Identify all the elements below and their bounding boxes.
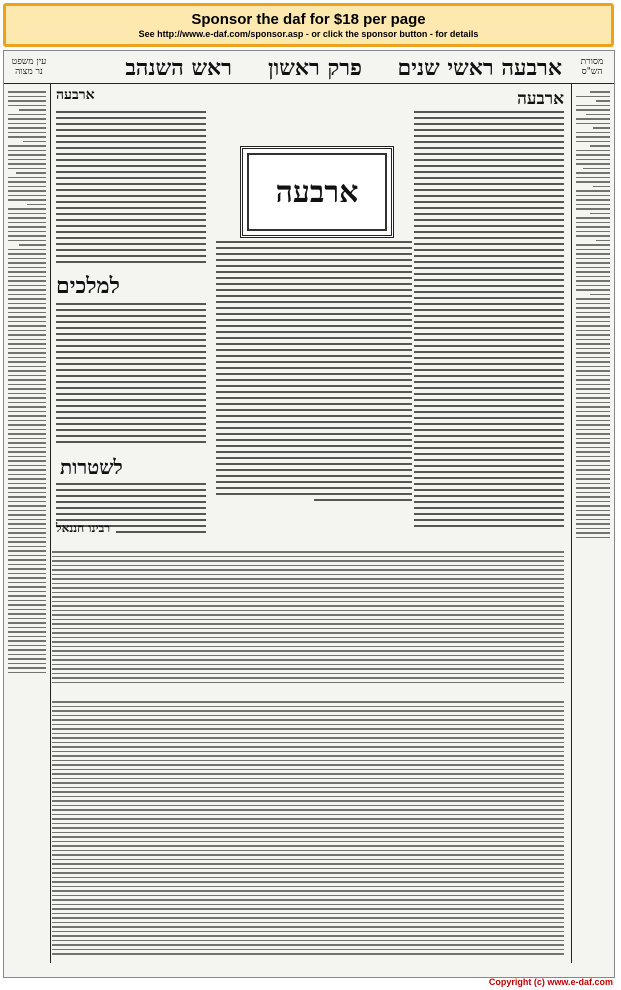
masoret-header: מסורת הש"ס bbox=[580, 57, 604, 77]
page-letter: ב bbox=[125, 55, 136, 81]
lower-commentary-lower bbox=[52, 701, 564, 956]
lower-commentary-upper bbox=[52, 551, 564, 691]
sponsor-banner[interactable] bbox=[3, 3, 614, 47]
rashi-lead-word: ארבעה bbox=[517, 89, 564, 109]
rashi-column bbox=[414, 111, 564, 546]
copyright-notice[interactable]: Copyright (c) www.e-daf.com bbox=[488, 977, 613, 987]
tosafot-lower bbox=[56, 303, 206, 453]
sponsor-title[interactable]: Sponsor the daf for $18 per page bbox=[191, 11, 426, 28]
sponsor-subtitle[interactable]: See http://www.e-daf.com/sponsor.asp - or click the sponsor button - for details bbox=[138, 29, 479, 39]
header-rule bbox=[4, 83, 614, 84]
ein-mishpat-header: עין משפט נר מצוה bbox=[11, 57, 47, 77]
tosafot-upper bbox=[56, 111, 206, 271]
mishna-lead-word: ארבעה bbox=[56, 87, 95, 103]
right-margin-rule bbox=[571, 83, 572, 963]
rabbenu-chananel-title: רבינו חננאל bbox=[56, 521, 111, 535]
shtarot-word: לשטרות bbox=[60, 455, 123, 479]
tractate-header: ראש השנה bbox=[135, 55, 232, 81]
opening-word-box: ארבעה bbox=[240, 146, 394, 238]
ein-mishpat-column bbox=[8, 91, 46, 951]
left-margin-rule bbox=[50, 83, 51, 963]
chapter-name-header: ארבעה ראשי שנים bbox=[397, 55, 562, 81]
chapter-header: פרק ראשון bbox=[268, 55, 362, 81]
masoret-column bbox=[576, 91, 610, 951]
mishna-text bbox=[216, 241, 412, 531]
tosafot-lead-word: למלכים bbox=[56, 273, 120, 299]
talmud-page bbox=[3, 50, 615, 978]
